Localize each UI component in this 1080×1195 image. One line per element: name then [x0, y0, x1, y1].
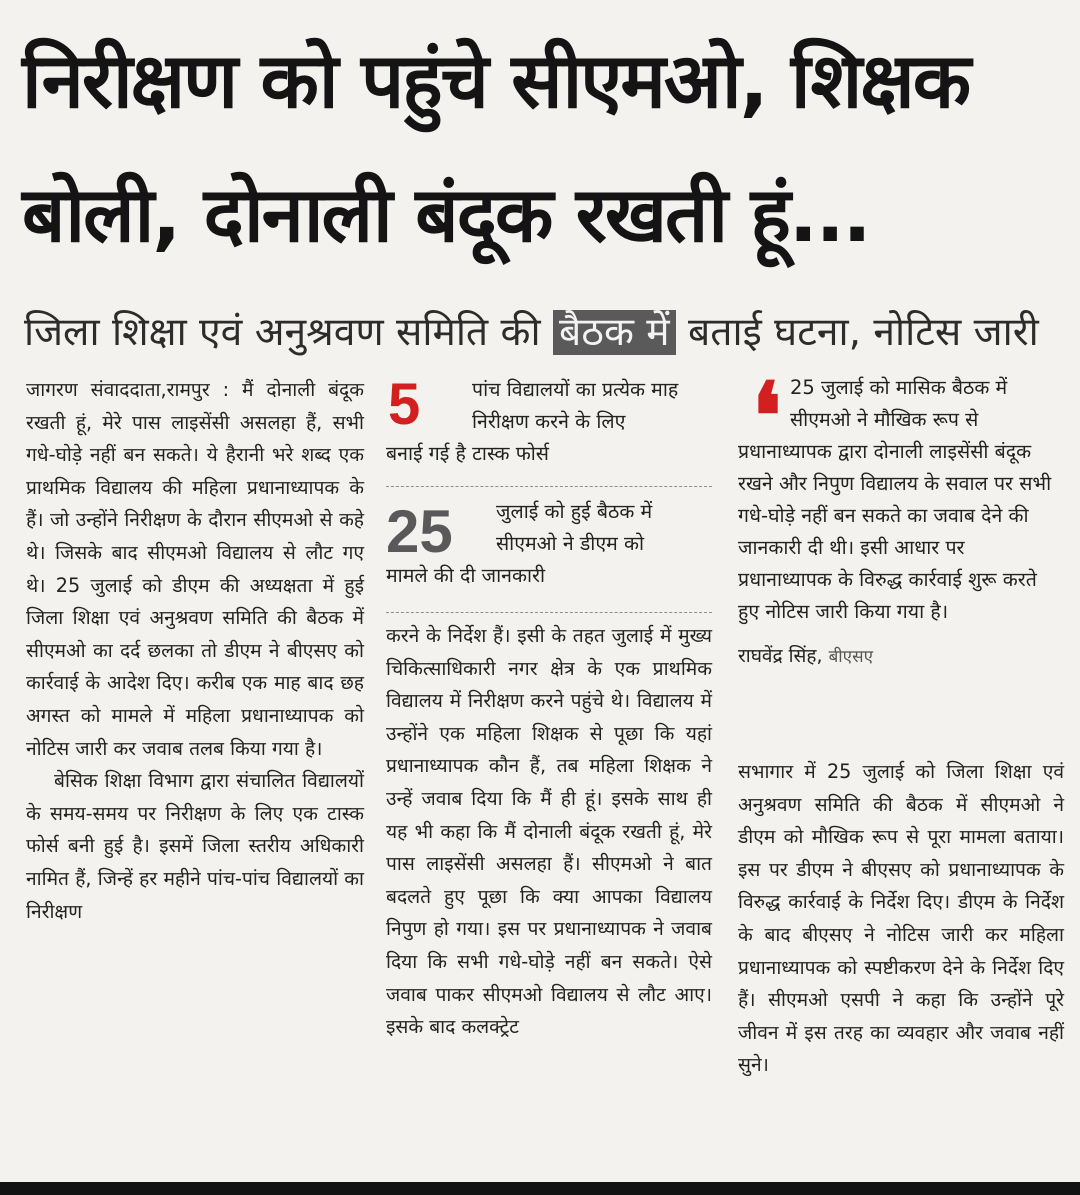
- subhead-highlight: बैठक में: [553, 310, 676, 355]
- fact1-text: पांच विद्यालयों का प्रत्येक माह निरीक्षण करने के लिए: [472, 378, 679, 433]
- article-column-2: [386, 620, 712, 1044]
- fact2-tail: मामले की दी जानकारी: [386, 564, 546, 587]
- quote-text-rest: प्रधानाध्यापक द्वारा दोनाली लाइसेंसी बंदूक रखने और निपुण विद्यालय के सवाल पर सभी गधे-घोड़े नहीं बन सकते का जवाब देने की जानकारी दी थी। इसी आधार पर प्रधानाध्यापक के विरुद्ध कार्रवाई शुरू करते हुए नोटिस जारी किया गया है।: [738, 440, 1052, 623]
- quote-box: [738, 362, 1064, 673]
- article-column-3: [738, 756, 1064, 1082]
- quote-text-first: 25 जुलाई को मासिक बैठक में सीएमओ ने मौखिक रूप से: [790, 376, 1008, 431]
- headline-line-1: निरीक्षण को पहुंचे सीएमओ, शिक्षक: [22, 36, 970, 125]
- column3-paragraph-1: सभागार में 25 जुलाई को जिला शिक्षा एवं अनुश्रवण समिति की बैठक में सीएमओ ने डीएम को मौखिक रूप से पूरा मामला बताया। इस पर डीएम ने बीएसए को प्रधानाध्यापक के विरुद्ध कार्रवाई के निर्देश दिए। डीएम के निर्देश के बाद बीएसए ने नोटिस जारी कर महिला प्रधानाध्यापक को स्पष्टीकरण देने के निर्देश दिए हैं। सीएमओ एसपी ने कहा कि उन्होंने पूरे जीवन में इस तरह का व्यवहार और जवाब नहीं सुने।: [738, 760, 1064, 1077]
- subhead-text-before: जिला शिक्षा एवं अनुश्रवण समिति की: [24, 310, 554, 355]
- quote-mark-icon: ❛: [752, 362, 782, 470]
- headline: [22, 14, 1067, 282]
- fact2-text: जुलाई को हुई बैठक में सीएमओ ने डीएम को: [496, 500, 653, 555]
- quote-author-role: बीएसए: [828, 647, 873, 667]
- subhead-text-after: बताई घटना, नोटिस जारी: [675, 310, 1039, 355]
- footer-divider: [0, 1182, 1080, 1195]
- article-column-1: [26, 374, 364, 928]
- quote-author: [738, 640, 1064, 673]
- subheadline: [24, 300, 1064, 366]
- fact2-number: 25: [386, 498, 453, 565]
- headline-line-2: बोली, दोनाली बंदूक रखती हूं...: [22, 170, 870, 259]
- fact1-number: 5: [388, 372, 421, 437]
- fact1-tail: बनाई गई है टास्क फोर्स: [386, 442, 549, 465]
- fact-box-2: [386, 496, 712, 613]
- fact-box-1: [386, 374, 712, 487]
- quote-author-name: राघवेंद्र सिंह,: [738, 645, 823, 667]
- column1-paragraph-1: जागरण संवाददाता,रामपुर : मैं दोनाली बंदूक रखती हूं, मेरे पास लाइसेंसी असलहा हैं, सभी गधे-घोड़े नहीं बन सकते। ये हैरानी भरे शब्द एक प्राथमिक विद्यालय की महिला प्रधानाध्यापक के हैं। जो उन्होंने निरीक्षण के दौरान सीएमओ से कहे थे। जिसके बाद सीएमओ विद्यालय से लौट गए थे। 25 जुलाई को डीएम की अध्यक्षता में हुई जिला शिक्षा एवं अनुश्रवण समिति की बैठक में सीएमओ का दर्द छलका तो डीएम ने बीएसए को कार्रवाई के आदेश दिए। करीब एक माह बाद छह अगस्त को मामले में महिला प्रधानाध्यापक को नोटिस जारी कर जवाब तलब किया गया है।: [26, 378, 364, 760]
- column2-paragraph-1: करने के निर्देश हैं। इसी के तहत जुलाई में मुख्य चिकित्साधिकारी नगर क्षेत्र के एक प्राथमिक विद्यालय में निरीक्षण करने पहुंचे थे। विद्यालय में उन्होंने एक महिला शिक्षक से पूछा कि यहां प्रधानाध्यापक कौन हैं, तब महिला शिक्षक ने उन्हें जवाब दिया कि मैं ही हूं। इसके साथ ही यह भी कहा कि मैं दोनाली बंदूक रखती हूं, मेरे पास लाइसेंसी असलहा हैं। सीएमओ ने बात बदलते हुए पूछा कि क्या आपका विद्यालय निपुण हो गया। इस पर प्रधानाध्यापक ने जवाब दिया कि सभी गधे-घोड़े नहीं बन सकते। ऐसे जवाब पाकर सीएमओ विद्यालय से लौट आए। इसके बाद कलक्ट्रेट: [386, 624, 712, 1039]
- column1-paragraph-2: बेसिक शिक्षा विभाग द्वारा संचालित विद्यालयों के समय-समय पर निरीक्षण के लिए एक टास्क फोर्स बनी हुई है। इसमें जिला स्तरीय अधिकारी नामित हैं, जिन्हें हर महीने पांच-पांच विद्यालयों का निरीक्षण: [26, 769, 364, 923]
